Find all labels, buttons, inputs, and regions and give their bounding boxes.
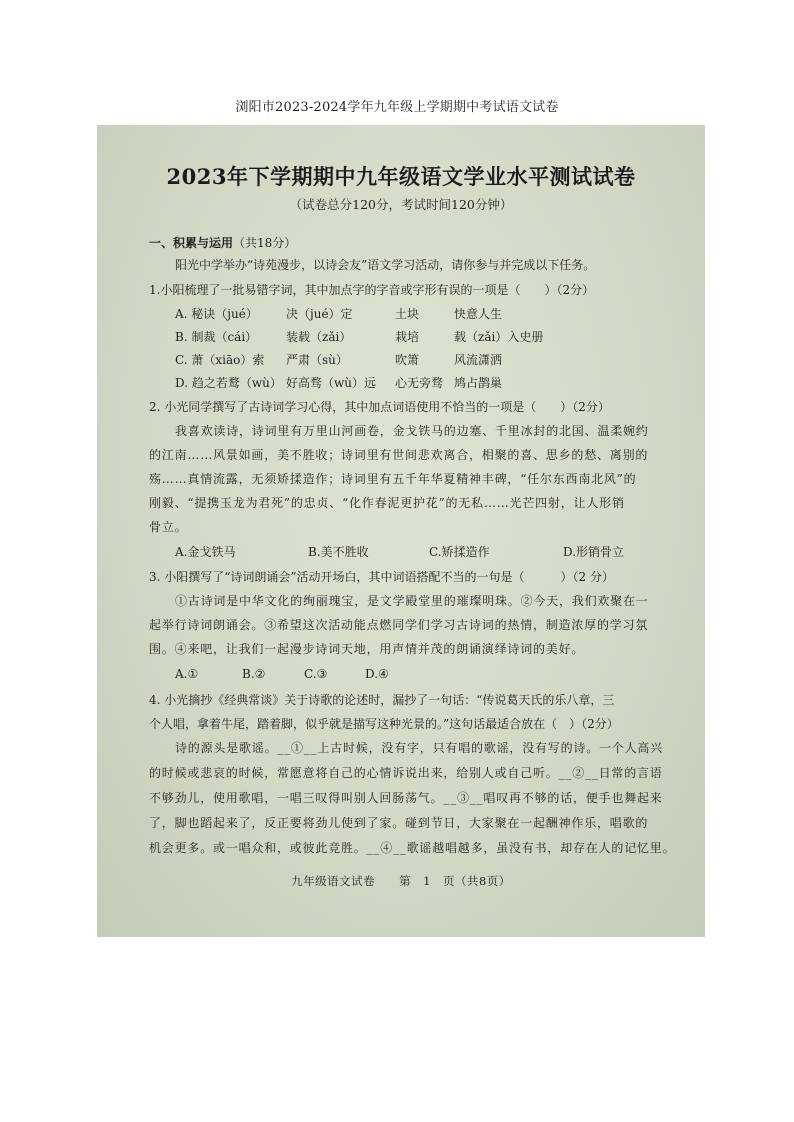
exam-subtitle: （试卷总分120分，考试时间120分钟） [289,197,513,212]
exam-page-photo [97,125,705,937]
q2-option-c: C.矫揉造作 [429,545,490,559]
section-heading [149,235,296,251]
q1-option-d-3: 心无旁骛 [395,376,444,390]
section-score: （共18分） [233,236,297,250]
q4-passage-line: 的时候或悲哀的时候，常愿意将自己的心情诉说出来，给别人或自己听。__②__日常的言语 [149,766,663,780]
q2-stem: 2. 小光同学撰写了古诗词学习心得，其中加点词语使用不恰当的一项是（ ）（2分） [149,400,610,414]
q1-option-b-2: 装载（zǎi） [286,330,352,344]
q2-option-b: B.美不胜收 [308,545,369,559]
q1-option-a-4: 快意人生 [454,307,503,321]
q3-passage-line: 起举行诗词朗诵会。③希望这次活动能点燃同学们学习古诗词的热情，制造浓厚的学习氛 [149,618,649,632]
q4-stem: 4. 小光摘抄《经典常谈》关于诗歌的论述时，漏抄了一句话：“传说葛天氏的乐八章，三 [149,693,615,707]
q4-passage-line: 机会更多。或一唱众和，或彼此竞胜。__④__歌谣越唱越多，虽没有书，却存在人的记忆里。 [149,841,676,855]
q1-option-d-2: 好高骛（wù）远 [286,376,377,390]
q2-passage-line: 我喜欢读诗，诗词里有万里山河画卷，金戈铁马的边塞、千里冰封的北国、温柔婉约 [175,424,649,438]
q1-option-a-1: A. 秘诀（jué） [175,307,258,321]
q2-passage-line: 骨立。 [149,520,188,534]
q1-option-c-4: 风流潇洒 [454,353,503,367]
q4-passage-line: 了，脚也蹈起来了，反正要将劲儿使到了家。碰到节日，大家聚在一起酬神作乐，唱歌的 [149,816,649,830]
q1-option-a-3: 土块 [395,307,420,321]
q3-passage-line: ①古诗词是中华文化的绚丽瑰宝，是文学殿堂里的璀璨明珠。②今天，我们欢聚在一 [175,594,649,608]
q2-passage-line: 的江南……风景如画，美不胜收；诗词里有世间悲欢离合，相聚的喜、思乡的愁、离别的 [149,448,649,462]
q1-option-d-1: D. 趋之若鹜（wù） [175,376,282,390]
q4-passage-line: 不够劲儿，使用歌唱，一唱三叹得叫别人回肠荡气。__③__唱叹再不够的话，便手也舞起来 [149,791,663,805]
q1-option-d-4: 鸠占鹊巢 [454,376,503,390]
q1-option-b-3: 栽培 [395,330,420,344]
q1-option-b-4: 载（zǎi）入史册 [454,330,544,344]
document-header: 浏阳市2023-2024学年九年级上学期期中考试语文试卷 [235,100,559,115]
q1-option-c-3: 吹箫 [395,353,420,367]
q1-option-c-2: 严肃（sù） [286,353,348,367]
q1-stem: 1.小阳梳理了一批易错字词，其中加点字的字音或字形有误的一项是（ ）（2分） [149,283,595,297]
q2-option-d: D.形销骨立 [563,545,625,559]
q2-passage-line: 刚毅、“提携玉龙为君死”的忠贞、“化作春泥更护花”的无私……光芒四射，让人形销 [149,496,625,510]
q2-passage-line: 殇……真情流露，无须矫揉造作；诗词里有五千年华夏精神丰碑，“任尔东西南北风”的 [149,472,637,486]
q3-stem: 3. 小阳撰写了“诗词朗诵会”活动开场白，其中词语搭配不当的一句是（ ）（2 分） [149,570,614,584]
section-intro: 阳光中学举办“诗苑漫步，以诗会友”语文学习活动，请你参与并完成以下任务。 [175,258,596,272]
q3-option-c: C.③ [304,667,328,681]
q1-option-a-2: 决（jué）定 [286,307,353,321]
q3-option-a: A.① [175,667,199,681]
q4-passage-line: 诗的源头是歌谣。__①__上古时候，没有字，只有唱的歌谣，没有写的诗。一个人高兴 [175,741,664,755]
section-title: 一、积累与运用 [149,236,234,250]
q1-option-c-1: C. 萧（xiāo）索 [175,353,265,367]
exam-title: 2023年下学期期中九年级语文学业水平测试试卷 [166,164,636,189]
q3-option-b: B.② [242,667,266,681]
q3-option-d: D.④ [365,667,389,681]
page-footer: 九年级语文试卷 第 1 页（共8页） [291,874,511,888]
q3-passage-line: 围。④来吧，让我们一起漫步诗词天地，用声情并茂的朗诵演绎诗词的美好。 [149,642,585,656]
q2-option-a: A.金戈铁马 [175,545,236,559]
q4-stem: 个人唱，拿着牛尾，踏着脚，似乎就是描写这种光景的。”这句话最适合放在（ ）（2分） [149,717,619,731]
q1-option-b-1: B. 制裁（cái） [175,330,258,344]
